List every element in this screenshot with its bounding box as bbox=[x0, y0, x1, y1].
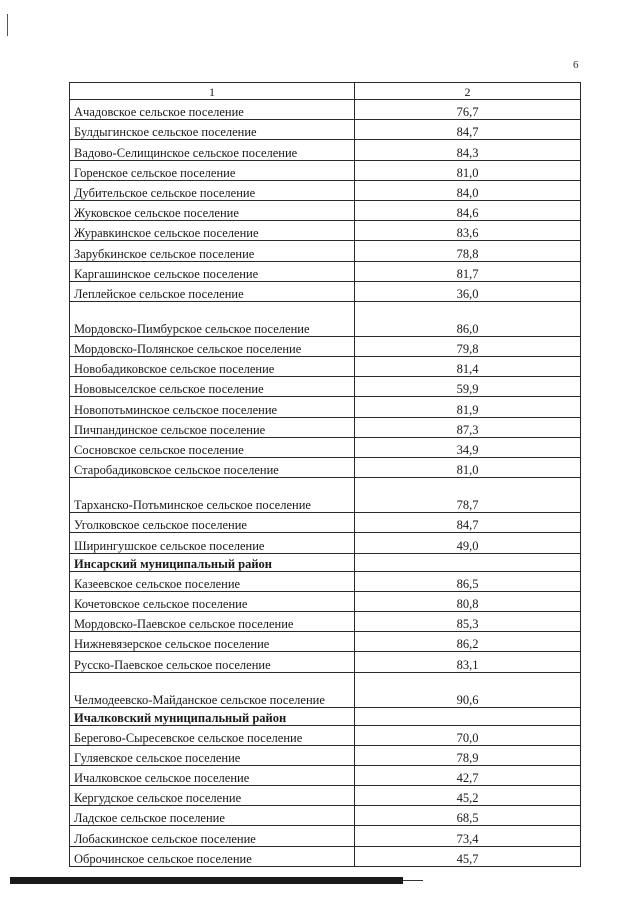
table-row bbox=[70, 533, 581, 553]
settlement-value: 83,6 bbox=[355, 221, 581, 241]
settlements-table bbox=[69, 82, 581, 867]
settlement-name: Ичалковское сельское поселение bbox=[70, 765, 355, 785]
settlement-name: Берегово-Сыресевское сельское поселение bbox=[70, 725, 355, 745]
settlement-value: 79,8 bbox=[355, 336, 581, 356]
table-row bbox=[70, 377, 581, 397]
section-title: Ичалковский муниципальный район bbox=[70, 707, 355, 725]
table-row bbox=[70, 591, 581, 611]
settlement-value: 73,4 bbox=[355, 826, 581, 846]
table-row bbox=[70, 437, 581, 457]
table-row bbox=[70, 160, 581, 180]
settlement-name: Русско-Паевское сельское поселение bbox=[70, 652, 355, 672]
settlement-value: 78,8 bbox=[355, 241, 581, 261]
settlement-name: Нововыселское сельское поселение bbox=[70, 377, 355, 397]
settlement-value: 81,0 bbox=[355, 458, 581, 478]
table-row bbox=[70, 765, 581, 785]
settlement-value: 45,7 bbox=[355, 846, 581, 866]
table-row bbox=[70, 786, 581, 806]
table-row bbox=[70, 241, 581, 261]
settlement-name: Ширингушское сельское поселение bbox=[70, 533, 355, 553]
settlement-value: 36,0 bbox=[355, 281, 581, 301]
settlement-name: Кергудское сельское поселение bbox=[70, 786, 355, 806]
settlement-value: 78,7 bbox=[355, 478, 581, 513]
table-row bbox=[70, 846, 581, 866]
settlement-name: Дубительское сельское поселение bbox=[70, 180, 355, 200]
table-row bbox=[70, 140, 581, 160]
page-number: 6 bbox=[573, 59, 579, 71]
settlement-name: Оброчинское сельское поселение bbox=[70, 846, 355, 866]
column-header-1: 1 bbox=[70, 83, 355, 100]
settlement-value: 87,3 bbox=[355, 417, 581, 437]
table-row bbox=[70, 301, 581, 336]
table-row bbox=[70, 200, 581, 220]
settlement-name: Новобадиковское сельское поселение bbox=[70, 357, 355, 377]
table-row bbox=[70, 478, 581, 513]
table-row bbox=[70, 221, 581, 241]
settlement-value: 84,7 bbox=[355, 513, 581, 533]
settlement-value: 83,1 bbox=[355, 652, 581, 672]
table-row bbox=[70, 180, 581, 200]
settlement-value: 86,5 bbox=[355, 571, 581, 591]
settlement-name: Тарханско-Потьминское сельское поселение bbox=[70, 478, 355, 513]
settlement-value: 86,2 bbox=[355, 632, 581, 652]
settlement-name: Жуковское сельское поселение bbox=[70, 200, 355, 220]
scan-edge-mark bbox=[7, 14, 8, 36]
settlement-value: 80,8 bbox=[355, 591, 581, 611]
section-empty-cell bbox=[355, 707, 581, 725]
settlement-name: Журавкинское сельское поселение bbox=[70, 221, 355, 241]
section-empty-cell bbox=[355, 553, 581, 571]
settlement-value: 84,3 bbox=[355, 140, 581, 160]
settlement-name: Зарубкинское сельское поселение bbox=[70, 241, 355, 261]
settlement-value: 90,6 bbox=[355, 672, 581, 707]
settlement-name: Казеевское сельское поселение bbox=[70, 571, 355, 591]
table-row bbox=[70, 281, 581, 301]
settlement-value: 45,2 bbox=[355, 786, 581, 806]
settlement-name: Челмодеевско-Майданское сельское поселение bbox=[70, 672, 355, 707]
settlement-name: Вадово-Селищинское сельское поселение bbox=[70, 140, 355, 160]
settlement-value: 85,3 bbox=[355, 611, 581, 631]
settlement-value: 81,9 bbox=[355, 397, 581, 417]
settlement-name: Горенское сельское поселение bbox=[70, 160, 355, 180]
column-header-2: 2 bbox=[355, 83, 581, 100]
settlement-name: Ладское сельское поселение bbox=[70, 806, 355, 826]
settlement-value: 84,7 bbox=[355, 120, 581, 140]
settlement-name: Ачадовское сельское поселение bbox=[70, 100, 355, 120]
settlement-value: 70,0 bbox=[355, 725, 581, 745]
table-row bbox=[70, 571, 581, 591]
table-row bbox=[70, 632, 581, 652]
settlement-name: Лобаскинское сельское поселение bbox=[70, 826, 355, 846]
table-row bbox=[70, 725, 581, 745]
section-header-row bbox=[70, 553, 581, 571]
settlement-name: Мордовско-Пимбурское сельское поселение bbox=[70, 301, 355, 336]
settlement-value: 86,0 bbox=[355, 301, 581, 336]
settlement-value: 76,7 bbox=[355, 100, 581, 120]
table-row bbox=[70, 397, 581, 417]
table-row bbox=[70, 745, 581, 765]
table-row bbox=[70, 357, 581, 377]
settlement-name: Леплейское сельское поселение bbox=[70, 281, 355, 301]
settlement-value: 59,9 bbox=[355, 377, 581, 397]
settlement-name: Булдыгинское сельское поселение bbox=[70, 120, 355, 140]
settlement-name: Новопотьминское сельское поселение bbox=[70, 397, 355, 417]
settlement-name: Старобадиковское сельское поселение bbox=[70, 458, 355, 478]
table-row bbox=[70, 100, 581, 120]
table-row bbox=[70, 611, 581, 631]
table-row bbox=[70, 120, 581, 140]
section-header-row bbox=[70, 707, 581, 725]
settlement-value: 81,4 bbox=[355, 357, 581, 377]
table-row bbox=[70, 458, 581, 478]
scan-bottom-bar bbox=[10, 877, 403, 884]
table-header-row bbox=[70, 83, 581, 100]
settlement-value: 34,9 bbox=[355, 437, 581, 457]
settlement-value: 49,0 bbox=[355, 533, 581, 553]
table-row bbox=[70, 806, 581, 826]
table-row bbox=[70, 826, 581, 846]
settlement-value: 84,0 bbox=[355, 180, 581, 200]
table-row bbox=[70, 336, 581, 356]
settlement-value: 78,9 bbox=[355, 745, 581, 765]
settlement-name: Каргашинское сельское поселение bbox=[70, 261, 355, 281]
settlement-name: Уголковское сельское поселение bbox=[70, 513, 355, 533]
table-row bbox=[70, 672, 581, 707]
settlement-name: Мордовско-Полянское сельское поселение bbox=[70, 336, 355, 356]
settlement-value: 84,6 bbox=[355, 200, 581, 220]
settlement-name: Нижневязерское сельское поселение bbox=[70, 632, 355, 652]
settlement-name: Сосновское сельское поселение bbox=[70, 437, 355, 457]
section-title: Инсарский муниципальный район bbox=[70, 553, 355, 571]
settlement-name: Пичпандинское сельское поселение bbox=[70, 417, 355, 437]
settlement-name: Гуляевское сельское поселение bbox=[70, 745, 355, 765]
table-row bbox=[70, 261, 581, 281]
settlement-name: Мордовско-Паевское сельское поселение bbox=[70, 611, 355, 631]
scan-bottom-line bbox=[403, 880, 423, 881]
settlement-value: 81,0 bbox=[355, 160, 581, 180]
settlement-value: 68,5 bbox=[355, 806, 581, 826]
settlement-name: Кочетовское сельское поселение bbox=[70, 591, 355, 611]
settlement-value: 42,7 bbox=[355, 765, 581, 785]
settlement-value: 81,7 bbox=[355, 261, 581, 281]
table-row bbox=[70, 513, 581, 533]
table-row bbox=[70, 417, 581, 437]
table-row bbox=[70, 652, 581, 672]
